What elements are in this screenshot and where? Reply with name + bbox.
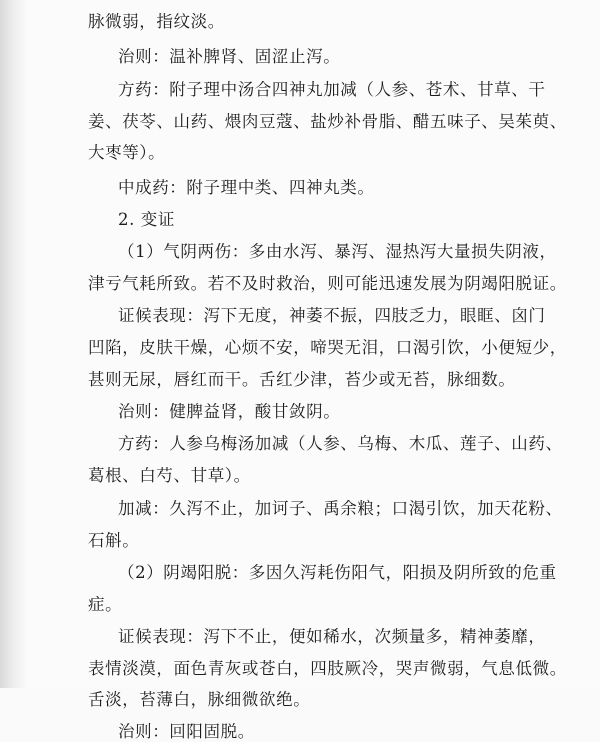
text-line: 方药：附子理中汤合四神丸加减（人参、苍术、甘草、干 [118,80,546,99]
text-line: 治则：温补脾肾、固涩止泻。 [118,47,341,66]
text-line: 甚则无尿，唇红而干。舌红少津，苔少或无苔，脉细数。 [88,370,516,389]
section-heading: 2. 变证 [118,210,175,229]
text-line: 石斛。 [88,531,140,550]
text-line: 津亏气耗所致。若不及时救治，则可能迅速发展为阴竭阳脱证。 [88,274,567,293]
page-edge-shadow [0,0,28,688]
text-line: 治则：回阳固脱。 [118,722,255,741]
text-line: 加减：久泻不止，加诃子、禹余粮；口渴引饮，加天花粉、 [118,499,563,518]
text-line: 舌淡，苔薄白，脉细微欲绝。 [88,690,311,709]
text-line: 中成药：附子理中类、四神丸类。 [118,178,375,197]
text-line: 大枣等）。 [88,143,166,162]
text-line: 姜、茯苓、山药、煨肉豆蔻、盐炒补骨脂、醋五味子、吴茱萸、 [88,112,567,131]
text-line: 方药：人参乌梅汤加减（人参、乌梅、木瓜、莲子、山药、 [118,434,563,453]
text-line: 表情淡漠，面色青灰或苍白，四肢厥冷，哭声微弱，气息低微。 [88,659,567,678]
text-line: 证候表现：泻下不止，便如稀水，次频量多，精神萎靡， [118,627,546,646]
text-line: 症。 [88,595,123,614]
text-line: 证候表现：泻下无度，神萎不振，四肢乏力，眼眶、囟门 [118,306,546,325]
text-line: （1）气阴两伤：多由水泻、暴泻、湿热泻大量损失阴液， [118,242,557,261]
text-line: 治则：健脾益肾，酸甘敛阴。 [118,402,341,421]
text-line: 凹陷，皮肤干燥，心烦不安，啼哭无泪，口渴引饮，小便短少， [88,338,567,357]
text-line: 葛根、白芍、甘草）。 [88,466,251,485]
text-line: （2）阴竭阳脱：多因久泻耗伤阳气，阳损及阴所致的危重 [118,563,557,582]
text-line: 脉微弱，指纹淡。 [88,12,225,31]
